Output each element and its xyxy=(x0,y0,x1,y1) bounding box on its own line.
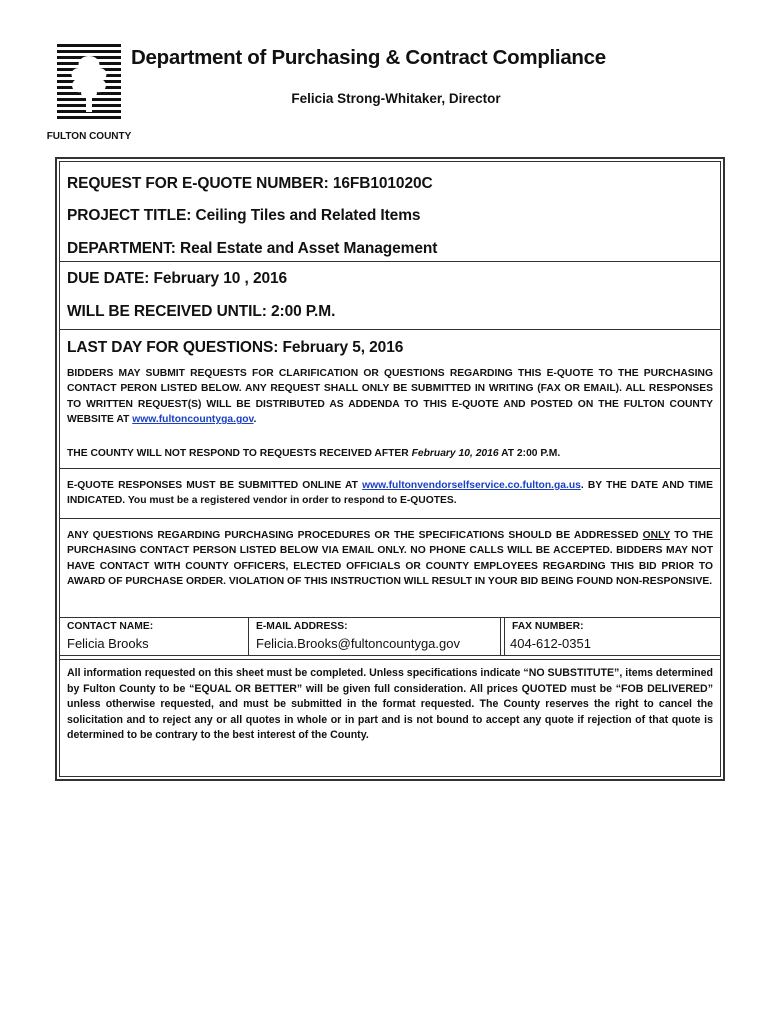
fax-value: 404-612-0351 xyxy=(510,636,591,651)
questions-policy-paragraph: ANY QUESTIONS REGARDING PURCHASING PROCEDURES OR THE SPECIFICATIONS SHOULD BE ADDRESSED ONLY TO THE PURCHASING CONTACT PERSON LISTED BELOW VIA EMAIL ONLY. NO PHONE CALLS WILL BE ACCEPTED. BIDDERS MAY NOT HAVE CONTACT WITH COUNTY OFFICERS, ELECTED OFFICIALS OR COUNTY EMPLOYEES REGARDING THIS BID PRIOR TO AWARD OF PURCHASE ORDER. VIOLATION OF THIS INSTRUCTION WILL RESULT IN YOUR BID BEING FOUND NON-RESPONSIVE. xyxy=(67,530,713,588)
fax-label: FAX NUMBER: xyxy=(512,621,584,632)
quote-form-box xyxy=(55,157,725,781)
department: DEPARTMENT: Real Estate and Asset Management xyxy=(67,240,438,257)
no-response-notice: THE COUNTY WILL NOT RESPOND TO REQUESTS RECEIVED AFTER February 10, 2016 AT 2:00 P.M. xyxy=(67,448,561,459)
logo-text: FULTON COUNTY xyxy=(46,131,132,142)
received-until: WILL BE RECEIVED UNTIL: 2:00 P.M. xyxy=(67,303,336,320)
clarification-paragraph: BIDDERS MAY SUBMIT REQUESTS FOR CLARIFICATION OR QUESTIONS REGARDING THIS E-QUOTE TO THE PURCHASING CONTACT PERON LISTED BELOW. ANY REQUEST SHALL ONLY BE SUBMITTED IN WRITING (FAX OR EMAIL). ALL RESPONSES TO WRITTEN REQUEST(S) WILL BE DISTRIBUTED AS ADDENDA TO THIS E-QUOTE AND POSTED ON THE FULTON COUNTY WEBSITE AT www.fultoncountyga.gov. xyxy=(67,368,713,426)
terms-paragraph: All information requested on this sheet must be completed. Unless specifications indicate “NO SUBSTITUTE”, items determined by Fulton County to be “EQUAL OR BETTER” will be given full consideration. All prices QUOTED must be “FOB DELIVERED” unless otherwise requested, and must be submitted in the format requested. The County reserves the right to cancel the solicitation and to reject any or all quotes in whole or in part and is not bound to accept any quote if rejection of that quote is determined to be contrary to the best interest of the County. xyxy=(67,667,713,742)
contact-name-value: Felicia Brooks xyxy=(67,636,149,651)
director-name: Felicia Strong-Whitaker, Director xyxy=(291,91,501,106)
due-date: DUE DATE: February 10 , 2016 xyxy=(67,270,288,287)
contact-name-label: CONTACT NAME: xyxy=(67,621,154,632)
last-day-questions: LAST DAY FOR QUESTIONS: February 5, 2016 xyxy=(67,339,404,356)
email-value: Felicia.Brooks@fultoncountyga.gov xyxy=(256,636,460,651)
submission-notice: E-QUOTE RESPONSES MUST BE SUBMITTED ONLINE AT www.fultonvendorselfservice.co.fulton.ga.us. BY THE DATE AND TIME INDICATED. You must be a registered vendor in order to respond to E-QUOTES. xyxy=(67,480,713,507)
fulton-county-website-link[interactable]: www.fultoncountyga.gov xyxy=(132,414,254,426)
quote-number: REQUEST FOR E-QUOTE NUMBER: 16FB101020C xyxy=(67,175,433,192)
vendor-self-service-link[interactable]: www.fultonvendorselfservice.co.fulton.ga.us xyxy=(362,480,581,491)
page-title: Department of Purchasing & Contract Compliance xyxy=(131,46,606,69)
email-label: E-MAIL ADDRESS: xyxy=(256,621,348,632)
project-title: PROJECT TITLE: Ceiling Tiles and Related Items xyxy=(67,207,421,224)
